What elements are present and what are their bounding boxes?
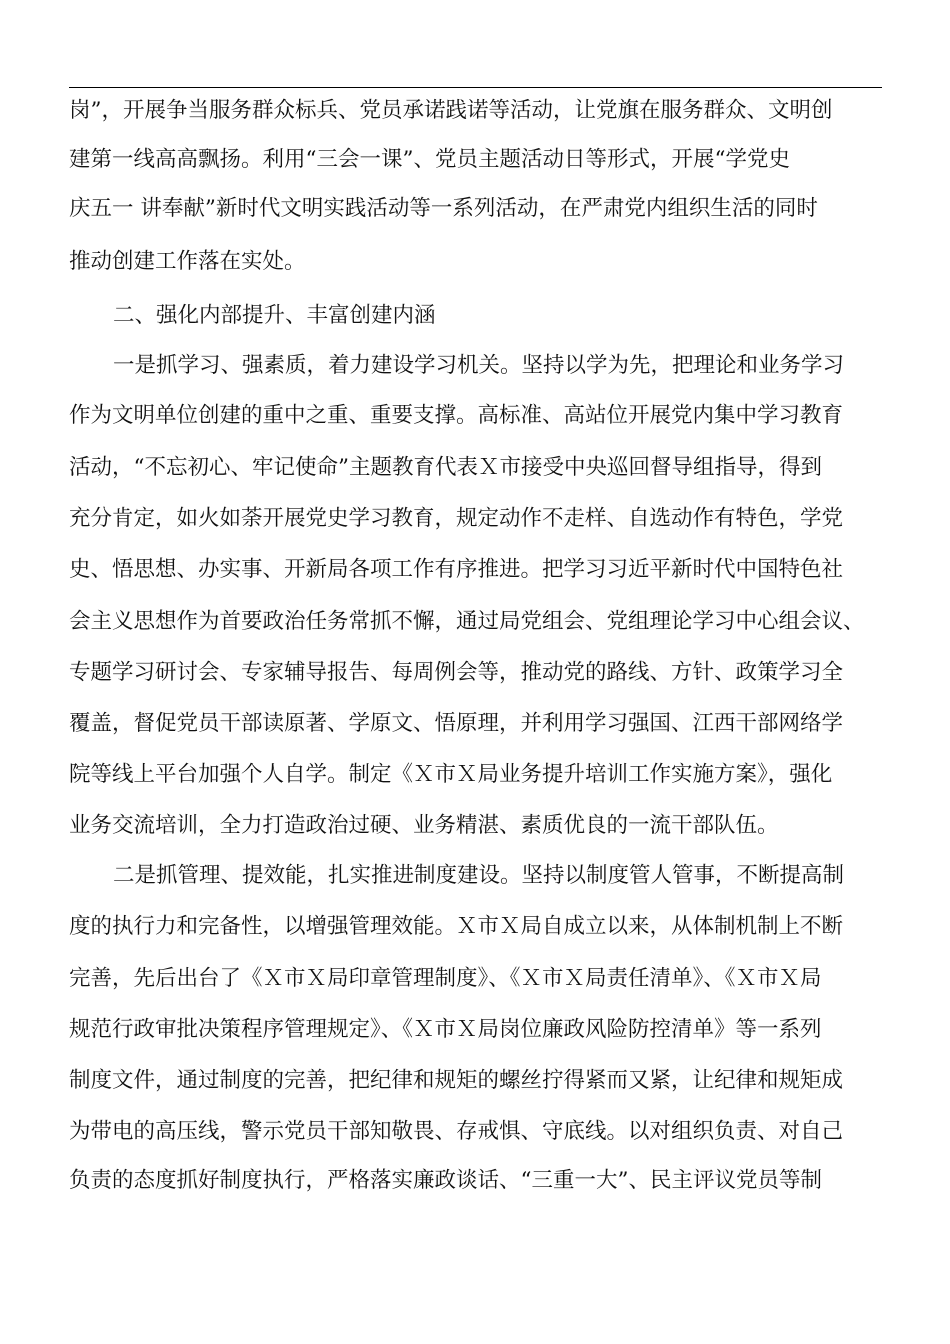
paragraph-line: 完善，先后出台了《Ｘ市Ｘ局印章管理制度》、《Ｘ市Ｘ局责任清单》、《Ｘ市Ｘ局 <box>69 966 822 991</box>
paragraph-line: 一是抓学习、强素质，着力建设学习机关。坚持以学为先，把理论和业务学习 <box>113 353 845 378</box>
paragraph-line: 为带电的高压线，警示党员干部知敬畏、存戒惧、守底线。以对组织负责、对自己 <box>69 1119 844 1144</box>
paragraph-line: 庆五一 讲奉献”新时代文明实践活动等一系列活动，在严肃党内组织生活的同时 <box>69 196 818 221</box>
paragraph-line: 度的执行力和完备性，以增强管理效能。Ｘ市Ｘ局自成立以来，从体制机制上不断 <box>69 914 844 939</box>
paragraph-line: 专题学习研讨会、专家辅导报告、每周例会等，推动党的路线、方针、政策学习全 <box>69 660 844 685</box>
paragraph-line: 院等线上平台加强个人自学。制定《Ｘ市Ｘ局业务提升培训工作实施方案》，强化 <box>69 762 833 787</box>
paragraph-line: 二是抓管理、提效能，扎实推进制度建设。坚持以制度管人管事，不断提高制 <box>113 863 845 888</box>
paragraph-line: 作为文明单位创建的重中之重、重要支撑。高标准、高站位开展党内集中学习教育 <box>69 403 844 428</box>
paragraph-line: 制度文件，通过制度的完善，把纪律和规矩的螺丝拧得紧而又紧，让纪律和规矩成 <box>69 1068 844 1093</box>
paragraph-line: 活动，“不忘初心、牢记使命”主题教育代表Ｘ市接受中央巡回督导组指导，得到 <box>69 455 822 480</box>
paragraph-line: 负责的态度抓好制度执行，严格落实廉政谈话、“三重一大”、民主评议党员等制 <box>69 1168 822 1193</box>
paragraph-line: 业务交流培训，全力打造政治过硬、业务精湛、素质优良的一流干部队伍。 <box>69 813 779 838</box>
paragraph-line: 会主义思想作为首要政治任务常抓不懈，通过局党组会、党组理论学习中心组会议、 <box>69 609 865 634</box>
paragraph-line: 推动创建工作落在实处。 <box>69 249 306 274</box>
paragraph-line: 建第一线高高飘扬。利用“三会一课”、党员主题活动日等形式，开展“学党史 <box>69 147 790 172</box>
paragraph-line: 规范行政审批决策程序管理规定》、《Ｘ市Ｘ局岗位廉政风险防控清单》等一系列 <box>69 1017 822 1042</box>
header-rule <box>69 87 882 88</box>
paragraph-line: 充分肯定，如火如荼开展党史学习教育，规定动作不走样、自选动作有特色，学党 <box>69 506 844 531</box>
paragraph-line: 覆盖，督促党员干部读原著、学原文、悟原理，并利用学习强国、江西干部网络学 <box>69 711 844 736</box>
paragraph-line: 史、悟思想、办实事、开新局各项工作有序推进。把学习习近平新时代中国特色社 <box>69 557 844 582</box>
paragraph-line: 岗”，开展争当服务群众标兵、党员承诺践诺等活动，让党旗在服务群众、文明创 <box>69 98 833 123</box>
section-heading: 二、强化内部提升、丰富创建内涵 <box>113 303 436 328</box>
